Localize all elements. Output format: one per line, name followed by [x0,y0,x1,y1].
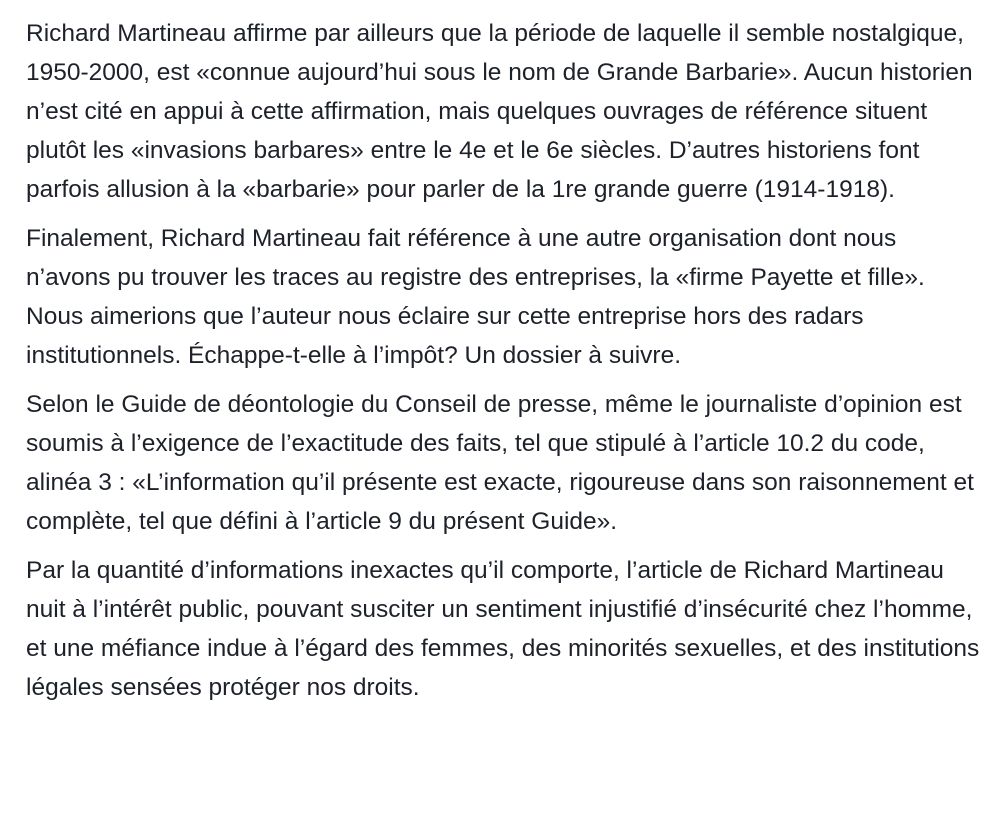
paragraph-conclusion: Par la quantité d’informations inexactes qu’il comporte, l’article de Richard Martineau nuit à l’intérêt public, pouvant susciter un sentiment injustifié d’insécurité chez l’homme, et une méfiance indue à l’égard des femmes, des minorités sexuelles, et des institutions légales sensées protéger nos droits. [26,557,980,701]
paragraph-firme-payette: Finalement, Richard Martineau fait référence à une autre organisation dont nous n’avons pu trouver les traces au registre des entreprises, la «firme Payette et fille». Nous aimerions que l’auteur nous éclaire sur cette entreprise hors des radars institutionnels. Échappe-t-elle à l’impôt? Un dossier à suivre. [26,225,925,369]
paragraph-guide-deontologie: Selon le Guide de déontologie du Conseil de presse, même le journaliste d’opinion est soumis à l’exigence de l’exactitude des faits, tel que stipulé à l’article 10.2 du code, alinéa 3 : «L’information qu’il présente est exacte, rigoureuse dans son raisonnement et complète, tel que défini à l’article 9 du présent Guide». [26,391,974,535]
paragraph-grande-barbarie: Richard Martineau affirme par ailleurs que la période de laquelle il semble nostalgique, 1950-2000, est «connue aujourd’hui sous le nom de Grande Barbarie». Aucun historien n’est cité en appui à cette affirmation, mais quelques ouvrages de référence situent plutôt les «invasions barbares» entre le 4e et le 6e siècles. D’autres historiens font parfois allusion à la «barbarie» pour parler de la 1re grande guerre (1914-1918). [26,20,973,203]
